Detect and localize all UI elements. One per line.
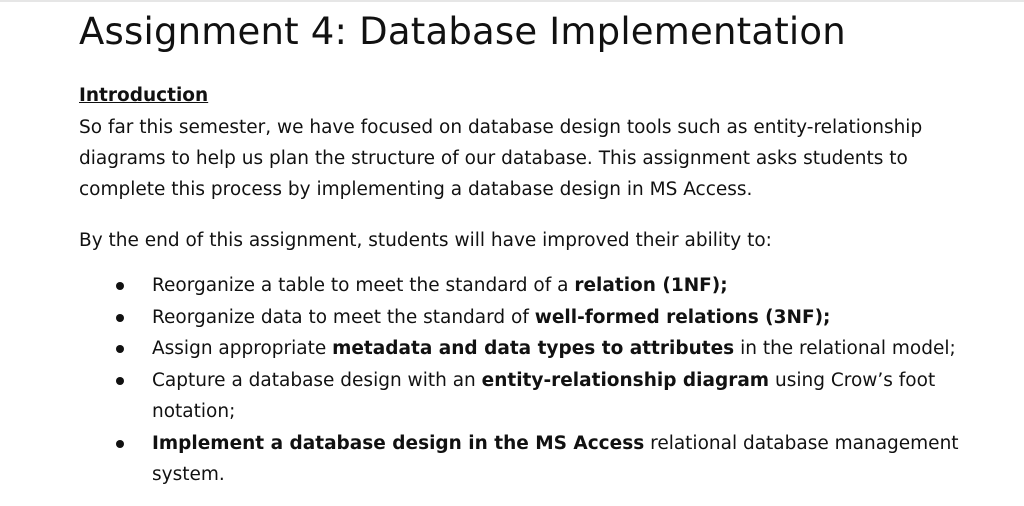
objective-bold-text: Implement a database design in the MS Access [152, 432, 645, 454]
intro-line: diagrams to help us plan the structure of our database. This assignment asks students to [79, 148, 908, 169]
bullet-icon [116, 345, 124, 353]
objectives-list [79, 270, 959, 491]
objective-text: Assign appropriate [152, 338, 333, 359]
bullet-icon [116, 282, 124, 290]
intro-line: So far this semester, we have focused on database design tools such as entity-relationship [79, 117, 923, 138]
objective-text: using Crow’s foot [769, 369, 936, 391]
objective-line: notation; [152, 401, 236, 422]
objective-text: Reorganize a table to meet the standard of a [152, 275, 575, 296]
document-title: Assignment 4: Database Implementation [79, 10, 846, 53]
bullet-icon [116, 377, 124, 385]
objective-item [79, 333, 959, 365]
objective-item [79, 270, 959, 302]
objective-item [79, 302, 959, 334]
objective-line [152, 270, 959, 302]
objective-line: system. [152, 464, 225, 485]
objective-text: Capture a database design with an [152, 369, 482, 391]
objective-line [152, 333, 959, 365]
bullet-icon [116, 314, 124, 322]
introduction-paragraph [79, 112, 979, 205]
objective-text: relational database management [644, 432, 959, 454]
objective-bold-text: relation (1NF); [574, 275, 728, 296]
objective-text: in the relational model; [734, 338, 956, 359]
objective-line [152, 302, 959, 334]
objective-line [152, 428, 959, 460]
objectives-lead: By the end of this assignment, students will have improved their ability to: [79, 230, 772, 251]
objective-text: Reorganize data to meet the standard of [152, 306, 535, 328]
objective-line [152, 365, 959, 397]
bullet-icon [116, 440, 124, 448]
objective-bold-text: well-formed relations (3NF); [534, 306, 831, 328]
objective-item [79, 428, 959, 491]
page-top-rule [0, 0, 1024, 2]
introduction-heading: Introduction [79, 85, 209, 106]
intro-line: complete this process by implementing a database design in MS Access. [79, 179, 753, 200]
objective-bold-text: entity-relationship diagram [481, 369, 770, 391]
objective-item [79, 365, 959, 428]
objective-bold-text: metadata and data types to attributes [332, 338, 735, 359]
